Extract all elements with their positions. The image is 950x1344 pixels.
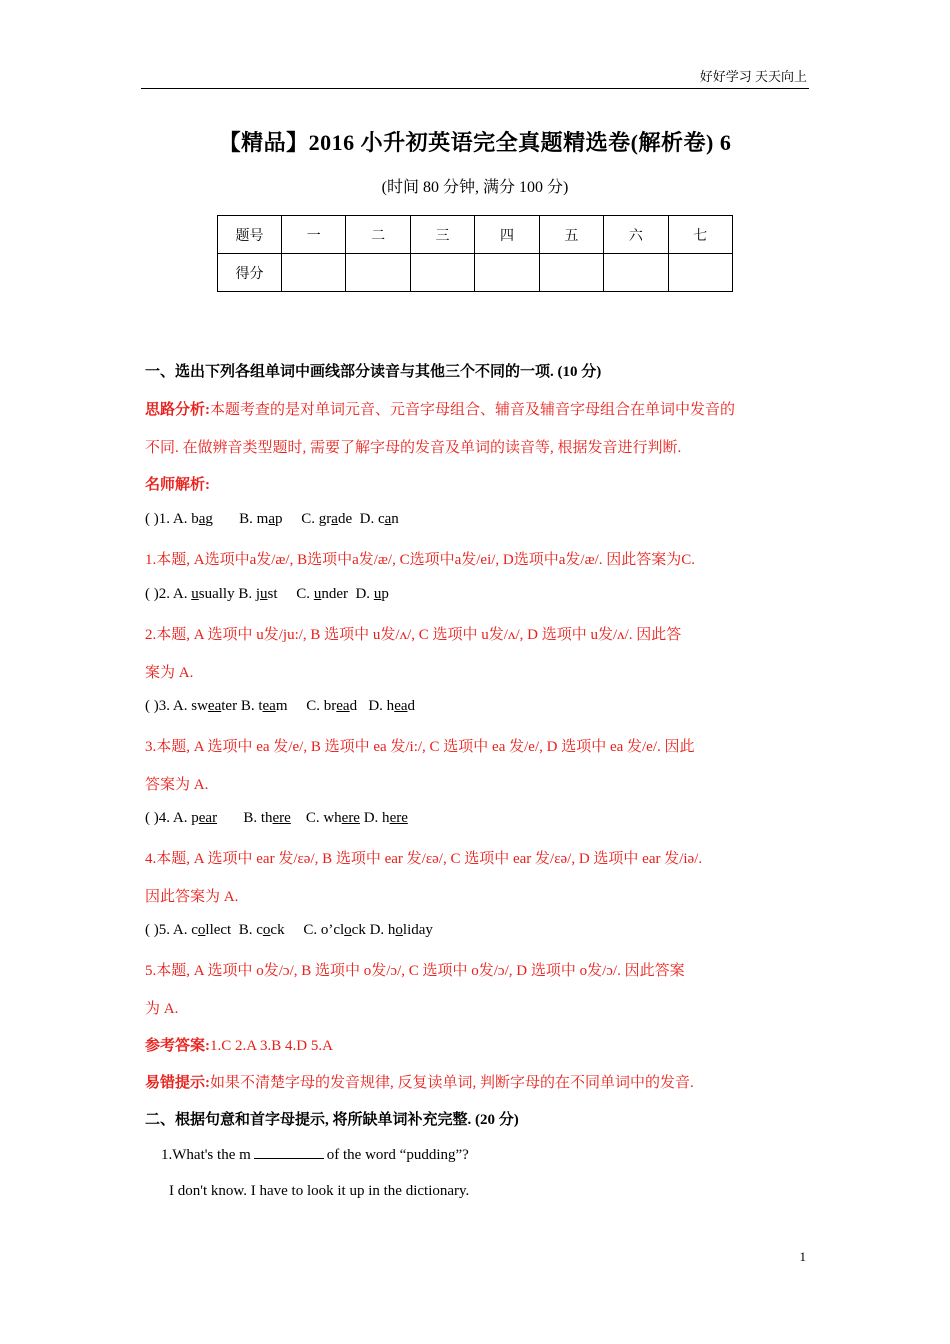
q-text: ( )4. A. p — [145, 810, 199, 826]
q-text: 1.What's the m — [161, 1147, 251, 1163]
q-text: C. o’cl — [303, 922, 345, 938]
analysis-line-1 — [145, 398, 735, 419]
q-text: nder — [321, 586, 348, 602]
answer-3-line-1: 3.本题, A 选项中 ea 发/e/, B 选项中 ea 发/i:/, C 选项中 ea 发/e/, D 选项中 ea 发/e/. 因此 — [145, 739, 695, 755]
q-underline: o — [344, 922, 352, 938]
q-underline: ere — [272, 810, 291, 826]
q-text: B. t — [240, 698, 263, 714]
q-underline: u — [260, 586, 268, 602]
q-text: ( )3. A. sw — [145, 698, 208, 714]
page-title: 【精品】2016 小升初英语完全真题精选卷(解析卷) 6 — [218, 130, 732, 155]
q-text: C. br — [306, 698, 337, 714]
q-text: n — [391, 511, 399, 527]
table-cell: 五 — [539, 216, 603, 254]
q-text: g — [205, 511, 213, 527]
score-cell — [282, 254, 346, 292]
question-3 — [145, 698, 415, 715]
q-underline: ere — [389, 810, 408, 826]
q-underline: u — [191, 586, 199, 602]
q-underline: ear — [198, 810, 218, 826]
section2-heading: 二、根据句意和首字母提示, 将所缺单词补充完整. (20 分) — [145, 1112, 519, 1128]
score-cell — [410, 254, 474, 292]
score-cell — [475, 254, 539, 292]
q-text: C. — [296, 586, 314, 602]
q-text: D. c — [359, 511, 385, 527]
table-cell: 二 — [346, 216, 410, 254]
q-text: liday — [402, 922, 433, 938]
score-cell — [346, 254, 410, 292]
q-text: ( )2. A. — [145, 586, 192, 602]
q-text: ( )1. A. b — [145, 511, 199, 527]
q-text: C. gr — [301, 511, 332, 527]
section2-question-1-reply: I don't know. I have to look it up in the dictionary. — [169, 1183, 470, 1199]
q-text: C. wh — [305, 810, 342, 826]
table-cell: 六 — [604, 216, 668, 254]
table-cell: 四 — [475, 216, 539, 254]
q-underline: o — [395, 922, 403, 938]
q-text: D. h — [368, 698, 395, 714]
tip-text: 如果不清楚字母的发音规律, 反复读单词, 判断字母的在不同单词中的发音. — [210, 1075, 694, 1091]
q-underline: ea — [336, 698, 350, 714]
answer-3-line-2: 答案为 A. — [145, 777, 209, 793]
answer-5-line-1: 5.本题, A 选项中 o发/ɔ/, B 选项中 o发/ɔ/, C 选项中 o发/ɔ/, D 选项中 o发/ɔ/. 因此答案 — [145, 963, 685, 979]
score-table-header-row — [218, 216, 733, 254]
answer-2-line-1: 2.本题, A 选项中 u发/ju:/, B 选项中 u发/ʌ/, C 选项中 u发/ʌ/, D 选项中 u发/ʌ/. 因此答 — [145, 627, 682, 643]
table-cell: 三 — [410, 216, 474, 254]
q-underline: u — [313, 586, 322, 602]
q-text: B. c — [238, 922, 263, 938]
score-cell — [539, 254, 603, 292]
answer-5-line-2: 为 A. — [145, 1001, 179, 1017]
reference-label: 参考答案: — [145, 1038, 210, 1054]
page-number: 1 — [799, 1249, 806, 1264]
q-text: d — [349, 698, 358, 714]
table-cell: 一 — [282, 216, 346, 254]
section2-question-1 — [161, 1146, 469, 1164]
score-table — [217, 215, 733, 292]
score-cell — [668, 254, 732, 292]
q-text: p — [275, 511, 283, 527]
q-text: st — [267, 586, 278, 602]
question-4 — [145, 810, 408, 827]
q-text: p — [381, 586, 389, 602]
q-underline: ere — [341, 810, 360, 826]
q-underline: o — [197, 922, 206, 938]
q-text: of the word “pudding”? — [326, 1147, 469, 1163]
answer-2-line-2: 案为 A. — [145, 665, 194, 681]
score-cell — [604, 254, 668, 292]
q-text: ter — [221, 698, 238, 714]
q-text: d — [407, 698, 416, 714]
q-text: B. th — [243, 810, 273, 826]
question-2 — [145, 586, 389, 603]
q-underline: ea — [207, 698, 222, 714]
q-underline: a — [268, 511, 276, 527]
q-text: m — [275, 698, 288, 714]
q-underline: a — [331, 511, 338, 527]
answer-4-line-1: 4.本题, A 选项中 ear 发/ɛə/, B 选项中 ear 发/ɛə/, C 选项中 ear 发/ɛə/, D 选项中 ear 发/iə/. — [145, 851, 703, 867]
analysis-label: 思路分析: — [145, 402, 210, 418]
table-cell: 七 — [668, 216, 732, 254]
q-underline: o — [262, 922, 271, 938]
q-text: B. j — [238, 586, 261, 602]
reference-text: 1.C 2.A 3.B 4.D 5.A — [210, 1038, 333, 1054]
q-underline: ea — [394, 698, 408, 714]
answer-blank — [254, 1146, 324, 1159]
q-text: D. h — [369, 922, 396, 938]
question-5 — [145, 922, 433, 939]
section1-heading: 一、选出下列各组单词中画线部分读音与其他三个不同的一项. (10 分) — [145, 364, 602, 380]
q-text: llect — [205, 922, 232, 938]
answer-4-line-2: 因此答案为 A. — [145, 889, 239, 905]
q-underline: a — [384, 511, 392, 527]
q-text: ( )5. A. c — [145, 922, 198, 938]
score-table-score-row — [218, 254, 733, 292]
answer-1: 1.本题, A选项中a发/æ/, B选项中a发/æ/, C选项中a发/ei/, D选项中a发/æ/. 因此答案为C. — [145, 552, 695, 568]
q-underline: a — [198, 511, 206, 527]
q-text: D. h — [363, 810, 390, 826]
header-rule — [141, 88, 809, 89]
q-underline: ea — [262, 698, 276, 714]
q-text: D. — [355, 586, 374, 602]
q-text: ck — [270, 922, 285, 938]
table-cell: 题号 — [218, 216, 282, 254]
teacher-label: 名师解析: — [145, 477, 210, 493]
page-subtitle: (时间 80 分钟, 满分 100 分) — [381, 179, 569, 196]
tip-label: 易错提示: — [145, 1075, 210, 1091]
table-cell: 得分 — [218, 254, 282, 292]
q-text: B. m — [239, 511, 269, 527]
analysis-text: 本题考查的是对单词元音、元音字母组合、辅音及辅音字母组合在单词中发音的 — [210, 402, 736, 418]
q-text: ck — [351, 922, 366, 938]
reference-answers — [145, 1034, 333, 1055]
question-1 — [145, 511, 399, 528]
header-motto: 好好学习 天天向上 — [699, 69, 807, 84]
analysis-line-2: 不同. 在做辨音类型题时, 需要了解字母的发音及单词的读音等, 根据发音进行判断. — [145, 440, 682, 456]
q-text: sually — [198, 586, 235, 602]
error-tip — [145, 1071, 694, 1092]
q-text: de — [337, 511, 353, 527]
q-underline: u — [373, 586, 382, 602]
